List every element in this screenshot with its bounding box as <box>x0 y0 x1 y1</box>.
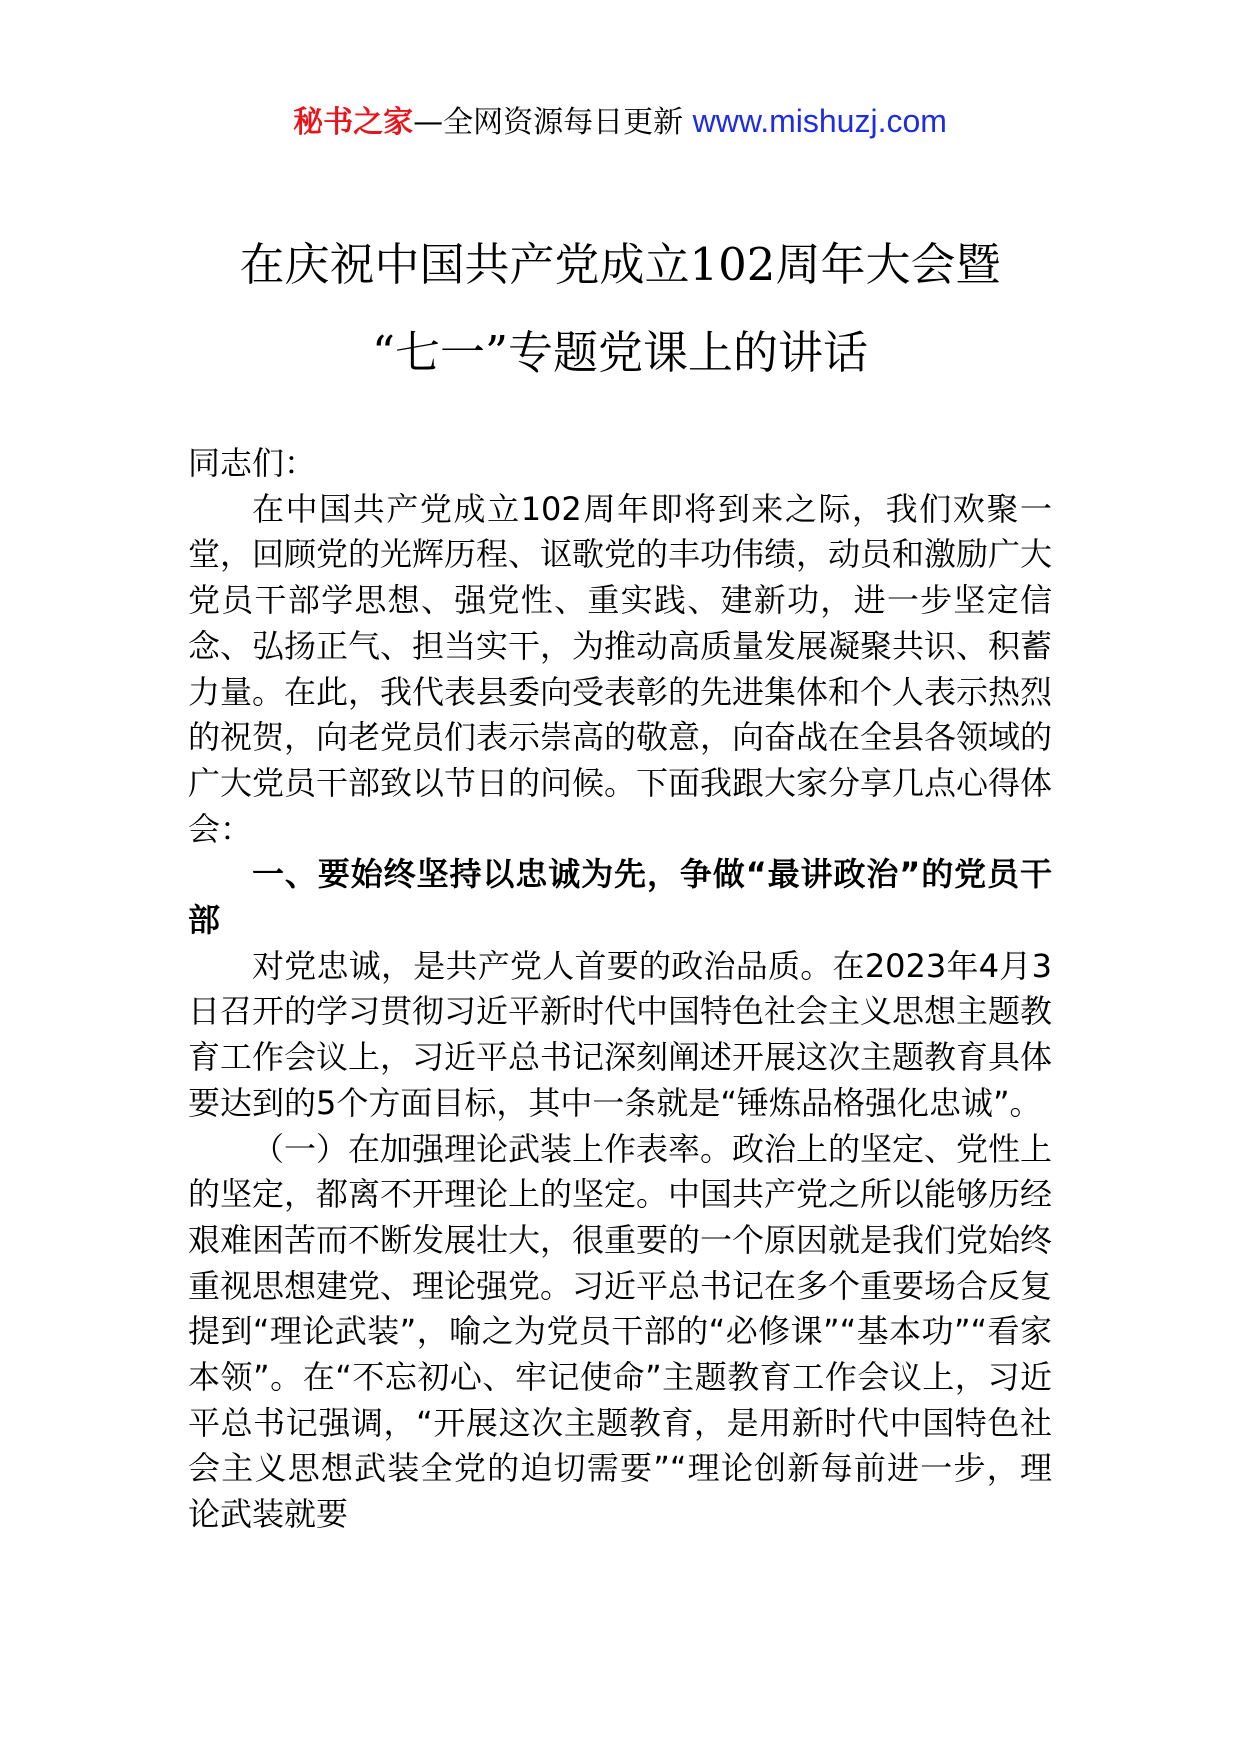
body-paragraph: （一）在加强理论武装上作表率。政治上的坚定、党性上的坚定，都离不开理论上的坚定。中国共产党之所以能够历经艰难困苦而不断发展壮大，很重要的一个原因就是我们党始终重视思想建党、理论强党。习近平总书记在多个重要场合反复提到“理论武装”，喻之为党员干部的“必修课”“基本功”“看家本领”。在“不忘初心、牢记使命”主题教育工作会议上，习近平总书记强调，“开展这次主题教育，是用新时代中国特色社会主义思想武装全党的迫切需要”“理论创新每前进一步，理论武装就要 <box>188 1129 1053 1534</box>
site-header <box>0 101 1240 143</box>
document-title-line-1: 在庆祝中国共产党成立102周年大会暨 <box>239 238 1001 291</box>
section-heading-1: 一、要始终坚持以忠诚为先，争做“最讲政治”的党员干部 <box>188 855 1052 940</box>
document-title-line-2: “七一”专题党课上的讲话 <box>371 326 868 379</box>
brand-name: 秘书之家 <box>293 105 414 140</box>
site-url-link[interactable]: www.mishuzj.com <box>692 103 947 139</box>
salutation: 同志们： <box>188 444 317 482</box>
document-body <box>188 441 1052 1538</box>
intro-paragraph: 在中国共产党成立102周年即将到来之际，我们欢聚一堂，回顾党的光辉历程、讴歌党的丰功伟绩，动员和激励广大党员干部学思想、强党性、重实践、建新功，进一步坚定信念、弘扬正气、担当实干，为推动高质量发展凝聚共识、积蓄力量。在此，我代表县委向受表彰的先进集体和个人表示热烈的祝贺，向老党员们表示崇高的敬意，向奋战在全县各领域的广大党员干部致以节日的问候。下面我跟大家分享几点心得体会： <box>188 489 1053 848</box>
header-tagline: —全网资源每日更新 <box>413 105 684 140</box>
body-paragraph: 对党忠诚，是共产党人首要的政治品质。在2023年4月3日召开的学习贯彻习近平新时代中国特色社会主义思想主题教育工作会议上，习近平总书记深刻阐述开展这次主题教育具体要达到的5个方面目标，其中一条就是“锤炼品格强化忠诚”。 <box>188 946 1053 1122</box>
